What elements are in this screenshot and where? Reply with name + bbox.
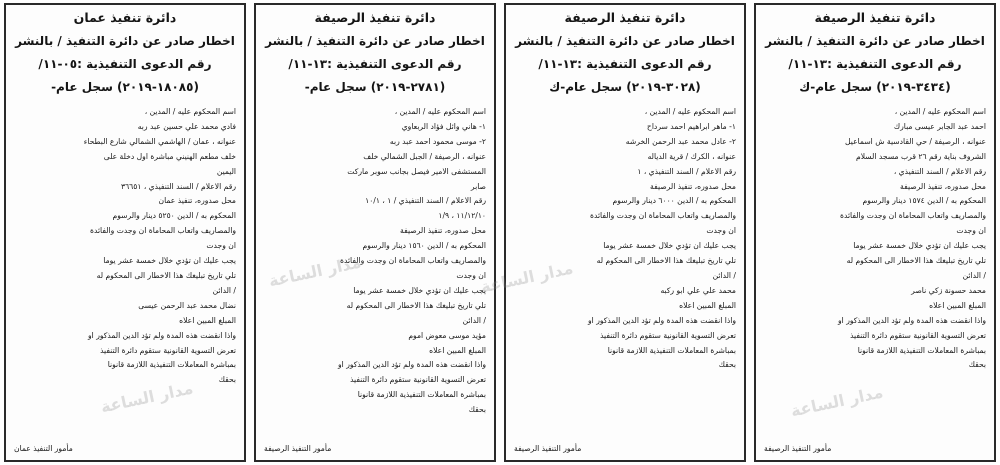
body-line: يجب عليك ان تؤدي خلال خمسة عشر يوما <box>353 285 486 295</box>
body-line: محل صدوره، تنفيذ عمان <box>158 196 236 206</box>
body-line: بمباشرة المعاملات التنفيذية اللازمة قانونا <box>607 345 736 355</box>
body-line: والمصاريف واتعاب المحاماة ان وجدت والفائدة <box>89 226 236 236</box>
body-line: عنوانه ، الرصيفة / حي القادسية ش اسماعيل <box>845 136 986 146</box>
notice-body <box>264 105 486 418</box>
notice-heading <box>764 30 986 99</box>
record-line: (٣٤٣٤-٢٠١٩) سجل عام-ك <box>799 80 951 94</box>
body-line: ان وجدت <box>706 226 736 236</box>
body-line: بحقك <box>468 405 486 415</box>
department-title: دائرة تنفيذ الرصيفة <box>564 10 686 25</box>
body-line: ١- هاني وائل فؤاد الربعاوي <box>401 121 486 131</box>
body-line: ان وجدت <box>206 241 236 251</box>
body-line: المحكوم به / الدين ٦٠٠٠ دينار والرسوم <box>612 196 736 206</box>
signoff: مأمور التنفيذ الرصيفة <box>264 444 332 453</box>
body-line: رقم الاعلام / السند التنفيذي ، ١ <box>637 166 736 176</box>
body-line: بمباشرة المعاملات التنفيذية اللازمة قانونا <box>357 390 486 400</box>
body-line: تعرض التسوية القانونية ستقوم دائرة التنفيذ <box>350 375 486 385</box>
notice-rusaifa-2781 <box>254 3 496 462</box>
heading-line: اخطار صادر عن دائرة التنفيذ / بالنشر <box>765 34 985 48</box>
notice-amman-18085 <box>4 3 246 462</box>
body-line: المبلغ المبين اعلاه <box>429 345 486 355</box>
body-line: مؤيد موسى معوض اموم <box>408 330 486 340</box>
department-title: دائرة تنفيذ الرصيفة <box>814 10 936 25</box>
notice-heading <box>264 30 486 99</box>
body-line: والمصاريف واتعاب المحاماة ان وجدت والفائدة <box>339 256 486 266</box>
body-line: المحكوم به / الدين ٥٢٥٠ دينار والرسوم <box>112 211 236 221</box>
body-line: عنوانه ، الكرك / قرية الدياله <box>647 151 736 161</box>
body-line: المستشفى الامير فيصل بجانب سوبر ماركت <box>347 166 486 176</box>
case-number-line: رقم الدعوى التنفيذية :١٣-١١/ <box>788 57 962 71</box>
watermark: مدار الساعة <box>267 252 363 291</box>
body-line: بحقك <box>718 360 736 370</box>
body-line: / الدائن <box>212 285 236 295</box>
notice-body <box>764 105 986 373</box>
body-line: المبلغ المبين اعلاه <box>929 300 986 310</box>
body-line: تلي تاريخ تبليغك هذا الاخطار الى المحكوم له <box>96 270 236 280</box>
signoff: مأمور التنفيذ عمان <box>14 444 73 453</box>
body-line: عنوانه ، عمان / الهاشمي الشمالي شارع البطحاء <box>83 136 236 146</box>
body-line: الشروف بناية رقم ٢٦ قرب مسجد السلام <box>856 151 986 161</box>
heading-line: اخطار صادر عن دائرة التنفيذ / بالنشر <box>515 34 735 48</box>
body-line: خلف مطعم الهنيني مباشرة اول دخلة على <box>103 151 236 161</box>
body-line: ١١/١٢/١٠ ، ١/٩ <box>438 211 486 221</box>
body-line: يجب عليك ان تؤدي خلال خمسة عشر يوما <box>853 241 986 251</box>
body-line: بحقك <box>218 375 236 385</box>
body-line: بحقك <box>968 360 986 370</box>
body-line: تعرض التسوية القانونية ستقوم دائرة التنفيذ <box>100 345 236 355</box>
body-line: والمصاريف واتعاب المحاماة ان وجدت والفائدة <box>589 211 736 221</box>
body-line: رقم الاعلام / السند التنفيذي ، ٣٦٦٥١ <box>121 181 236 191</box>
body-line: عنوانه ، الرصيفة / الجبل الشمالي خلف <box>363 151 486 161</box>
record-line: (٢٧٨١-٢٠١٩) سجل عام- <box>304 80 446 94</box>
body-line: اليمين <box>216 166 236 176</box>
body-line: رقم الاعلام / السند التنفيذي / ١ ، ١٠/١ <box>365 196 486 206</box>
body-line: ان وجدت <box>456 270 486 280</box>
department-title: دائرة تنفيذ الرصيفة <box>314 10 436 25</box>
body-line: ٢- موسى محمود احمد عبد ربه <box>389 136 486 146</box>
body-line: / الدائن <box>462 315 486 325</box>
body-line: احمد عبد الجابر عيسى مبارك <box>893 121 986 131</box>
body-line: واذا انقضت هذه المدة ولم تؤد الدين المذكور او <box>338 360 486 370</box>
watermark: مدار الساعة <box>479 258 575 297</box>
body-line: تعرض التسوية القانونية ستقوم دائرة التنفيذ <box>600 330 736 340</box>
body-line: تلي تاريخ تبليغك هذا الاخطار الى المحكوم له <box>346 300 486 310</box>
body-line: اسم المحكوم عليه / المدين ، <box>144 107 236 116</box>
body-line: تلي تاريخ تبليغك هذا الاخطار الى المحكوم له <box>846 256 986 266</box>
body-line: محل صدوره، تنفيذ الرصيفة <box>650 181 736 191</box>
body-line: / الدائن <box>962 270 986 280</box>
record-line: (٣٠٢٨-٢٠١٩) سجل عام-ك <box>549 80 701 94</box>
heading-line: اخطار صادر عن دائرة التنفيذ / بالنشر <box>15 34 235 48</box>
heading-line: اخطار صادر عن دائرة التنفيذ / بالنشر <box>265 34 485 48</box>
body-line: المحكوم به / الدين ١٥٧٤ دينار والرسوم <box>862 196 986 206</box>
body-line: ١- ماهر ابراهيم احمد سرداح <box>646 121 736 131</box>
watermark: مدار الساعة <box>99 378 195 417</box>
body-line: بمباشرة المعاملات التنفيذية اللازمة قانونا <box>857 345 986 355</box>
body-line: واذا انقضت هذه المدة ولم تؤد الدين المذكور او <box>88 330 236 340</box>
body-line: نضال محمد عبد الرحمن عيسى <box>138 300 236 310</box>
body-line: بمباشرة المعاملات التنفيذية اللازمة قانونا <box>107 360 236 370</box>
body-line: محل صدوره، تنفيذ الرصيفة <box>900 181 986 191</box>
department-title: دائرة تنفيذ عمان <box>73 10 177 25</box>
body-line: ان وجدت <box>956 226 986 236</box>
body-line: يجب عليك ان تؤدي خلال خمسة عشر يوما <box>603 241 736 251</box>
body-line: محل صدوره، تنفيذ الرصيفة <box>400 226 486 236</box>
body-line: / الدائن <box>712 270 736 280</box>
record-line: (١٨٠٨٥-٢٠١٩) سجل عام- <box>51 80 199 94</box>
body-line: تلي تاريخ تبليغك هذا الاخطار الى المحكوم له <box>596 256 736 266</box>
body-line: المبلغ المبين اعلاه <box>679 300 736 310</box>
body-line: اسم المحكوم عليه / المدين ، <box>894 107 986 116</box>
body-line: محمد حسونة زكي ناصر <box>911 285 986 295</box>
body-line: رقم الاعلام / السند التنفيذي ، <box>893 166 986 176</box>
body-line: المبلغ المبين اعلاه <box>179 315 236 325</box>
body-line: فادي محمد علي حسين عبد ربه <box>137 121 236 131</box>
notice-body <box>514 105 736 373</box>
notice-rusaifa-3434 <box>754 3 996 462</box>
case-number-line: رقم الدعوى التنفيذية :٠٥-١١/ <box>38 57 212 71</box>
body-line: يجب عليك ان تؤدي خلال خمسة عشر يوما <box>103 256 236 266</box>
case-number-line: رقم الدعوى التنفيذية :١٣-١١/ <box>288 57 462 71</box>
watermark: مدار الساعة <box>789 382 885 421</box>
notice-body <box>14 105 236 388</box>
body-line: محمد علي علي ابو ركبه <box>660 285 736 295</box>
body-line: والمصاريف واتعاب المحاماة ان وجدت والفائدة <box>839 211 986 221</box>
signoff: مأمور التنفيذ الرصيفة <box>764 444 832 453</box>
body-line: ٢- عادل محمد عبد الرحمن الخرشه <box>625 136 736 146</box>
body-line: اسم المحكوم عليه / المدين ، <box>394 107 486 116</box>
notice-heading <box>514 30 736 99</box>
signoff: مأمور التنفيذ الرصيفة <box>514 444 582 453</box>
body-line: واذا انقضت هذه المدة ولم تؤد الدين المذكور او <box>838 315 986 325</box>
notice-rusaifa-3028 <box>504 3 746 462</box>
body-line: واذا انقضت هذه المدة ولم تؤد الدين المذكور او <box>588 315 736 325</box>
body-line: اسم المحكوم عليه / المدين ، <box>644 107 736 116</box>
body-line: تعرض التسوية القانونية ستقوم دائرة التنفيذ <box>850 330 986 340</box>
notice-heading <box>14 30 236 99</box>
body-line: صابر <box>470 181 486 191</box>
body-line: المحكوم به / الدين ١٥٦٠ دينار والرسوم <box>362 241 486 251</box>
case-number-line: رقم الدعوى التنفيذية :١٣-١١/ <box>538 57 712 71</box>
